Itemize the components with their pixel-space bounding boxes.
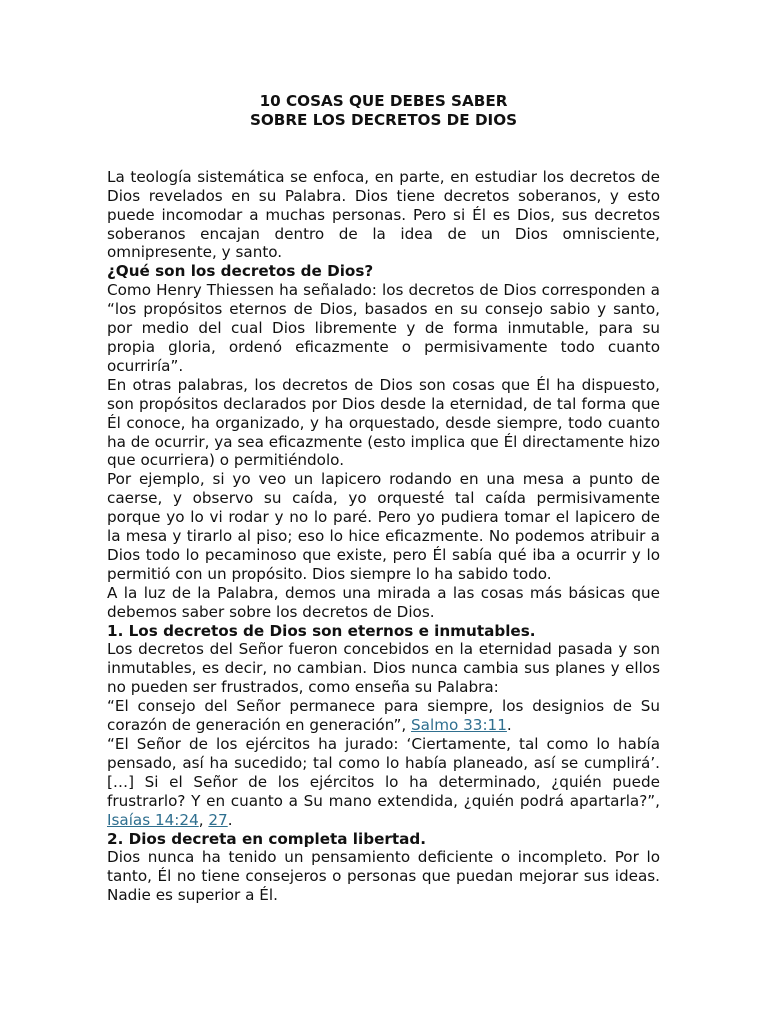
isaias-link[interactable]: Isaías 14:24 [107, 810, 199, 829]
isaias-quote-end: . [227, 810, 233, 829]
ejemplo-paragraph: Por ejemplo, si yo veo un lapicero rodando en una mesa a punto de caerse, y observo su caída, yo orquesté tal caída permisivamente porque yo lo vi rodar y no lo paré. Pero yo pudiera tomar el lapicero de la mesa y tirarlo al piso; eso lo hice eficazmente. No podemos atribuir a Dios todo lo pecaminoso que existe, pero Él sabía qué iba a ocurrir y lo permitió con un propósito. Dios siempre lo ha sabido todo. [107, 470, 660, 583]
title-line-2: SOBRE LOS DECRETOS DE DIOS [249, 110, 518, 129]
otras-palabras-paragraph: En otras palabras, los decretos de Dios son cosas que Él ha dispuesto, son propósitos declarados por Dios desde la eternidad, de tal forma que Él conoce, ha organizado, y ha orquestado, desde siempre, todo cuanto ha de ocurrir, ya sea eficazmente (esto implica que Él directamente hizo que ocurriera) o permitiéndolo. [107, 375, 660, 470]
isaias-quote-text: “El Señor de los ejércitos ha jurado: ‘Ciertamente, tal como lo había pensado, así ha sucedido; tal como lo había planeado, así se cumplirá’. […] Si el Señor de los ejércitos lo ha determinado, ¿quién puede frustrarlo? Y en cuanto a Su mano extendida, ¿quién podrá apartarla?”, [107, 735, 660, 810]
salmo-quote-end: . [506, 716, 512, 735]
isaias-link-separator: , [198, 810, 209, 829]
isaias-quote [107, 735, 660, 830]
heading-point-1: 1. Los decretos de Dios son eternos e inmutables. [107, 621, 536, 640]
salmo-quote-text: “El consejo del Señor permanece para siempre, los designios de Su corazón de generación en generación”, [107, 697, 660, 735]
title-line-1: 10 COSAS QUE DEBES SABER [259, 92, 508, 110]
salmo-quote [107, 697, 660, 735]
point-1-paragraph: Los decretos del Señor fueron concebidos en la eternidad pasada y son inmutables, es decir, no cambian. Dios nunca cambia sus planes y ellos no pueden ser frustrados, como enseña su Palabra: [107, 640, 660, 697]
salmo-link[interactable]: Salmo 33:11 [411, 716, 507, 735]
document-page [107, 92, 660, 905]
heading-point-2: 2. Dios decreta en completa libertad. [107, 829, 427, 848]
heading-what-are-decrees: ¿Qué son los decretos de Dios? [107, 262, 374, 281]
verse-27-link[interactable]: 27 [208, 810, 228, 829]
point-2-paragraph: Dios nunca ha tenido un pensamiento deficiente o incompleto. Por lo tanto, Él no tiene consejeros o personas que puedan mejorar sus ideas. Nadie es superior a Él. [107, 848, 660, 905]
luz-paragraph: A la luz de la Palabra, demos una mirada a las cosas más básicas que debemos saber sobre los decretos de Dios. [107, 583, 660, 621]
thiessen-paragraph: Como Henry Thiessen ha señalado: los decretos de Dios corresponden a “los propósitos eternos de Dios, basados en su consejo sabio y santo, por medio del cual Dios libremente y de forma inmutable, para su propia gloria, ordenó eficazmente o permisivamente todo cuanto ocurriría”. [107, 281, 660, 375]
title-spacer [107, 130, 660, 168]
intro-paragraph: La teología sistemática se enfoca, en parte, en estudiar los decretos de Dios revelados en su Palabra. Dios tiene decretos soberanos, y esto puede incomodar a muchas personas. Pero si Él es Dios, sus decretos soberanos encajan dentro de la idea de un Dios omnisciente, omnipresente, y santo. [107, 167, 660, 262]
document-title [107, 92, 660, 130]
